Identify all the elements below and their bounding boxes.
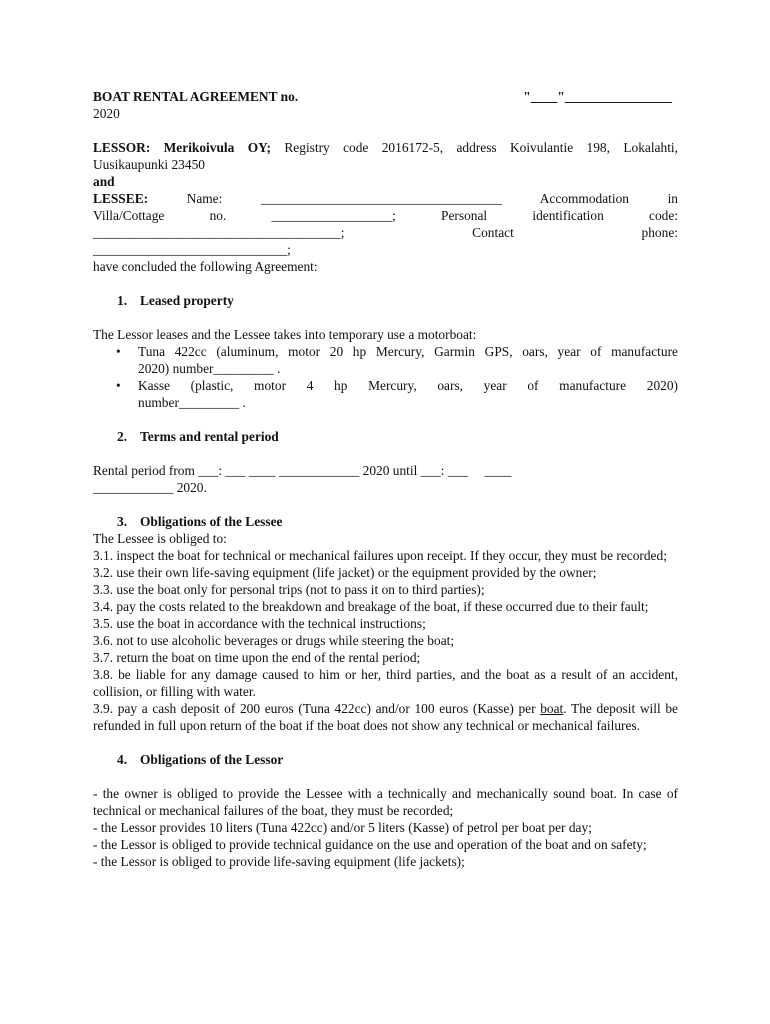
agreement-body: [93, 88, 678, 870]
lessee-obligation-1: 3.1. inspect the boat for technical or mechanical failures upon receipt. If they occur, they must be recorded;: [93, 548, 667, 563]
lessor-obligation-4: - the Lessor is obliged to provide life-saving equipment (life jackets);: [93, 854, 465, 869]
lessor-obligation-1: - the owner is obliged to provide the Lessee with a technically and mechanically sound boat. In case of technical or mechanical failures of the boat, they must be recorded;: [93, 786, 678, 818]
section-1-title: Leased property: [140, 293, 234, 308]
lessee-obligation-4: 3.4. pay the costs related to the breakdown and breakage of the boat, if these occurred due to their fault;: [93, 599, 649, 614]
boat-1-line2: 2020) number_________ .: [138, 361, 281, 376]
lessor-name: Merikoivula OY;: [163, 140, 272, 155]
section-3-intro: The Lessee is obliged to:: [93, 531, 227, 546]
list-item: [93, 343, 678, 377]
deposit-text: 3.9. pay a cash deposit of 200 euros (Tuna 422cc) and/or 100 euros (Kasse) per: [93, 701, 541, 716]
lessor-obligation-3: - the Lessor is obliged to provide technical guidance on the use and operation of the boat and on safety;: [93, 837, 647, 852]
lessor-obligation-2: - the Lessor provides 10 liters (Tuna 422cc) and/or 5 liters (Kasse) of petrol per boat per day;: [93, 820, 592, 835]
rental-period-line2: ____________ 2020.: [93, 480, 207, 495]
boat-2-line2: number_________ .: [138, 395, 246, 410]
section-1-number: 1.: [117, 293, 128, 308]
section-2-title: Terms and rental period: [140, 429, 279, 444]
section-4-number: 4.: [117, 752, 128, 767]
section-4-title: Obligations of the Lessor: [140, 752, 284, 767]
section-3-number: 3.: [117, 514, 128, 529]
lessor-label: LESSOR:: [93, 140, 151, 155]
agreement-year: 2020: [93, 106, 120, 121]
agreement-title: BOAT RENTAL AGREEMENT no.: [93, 89, 299, 104]
date-blank: "____"________________: [523, 89, 672, 104]
lessee-obligation-3: 3.3. use the boat only for personal trips (not to pass it on to third parties);: [93, 582, 485, 597]
rental-period-line1: Rental period from ___: ___ ____ ____________ 2020 until ___: ___ ____: [93, 463, 512, 478]
lessor-details: Registry code 2016172-5, address Koivulantie 198, Lokalahti,: [284, 140, 678, 155]
lessee-line1: [93, 190, 678, 207]
section-1-intro: The Lessor leases and the Lessee takes into temporary use a motorboat:: [93, 327, 477, 342]
section-2-number: 2.: [117, 429, 128, 444]
section-4-heading: [93, 751, 678, 768]
and-label: and: [93, 174, 115, 189]
lessor-details-line2: Uusikaupunki 23450: [93, 157, 205, 172]
lessee-line3: _____________________________________; Contact phone:: [93, 225, 678, 240]
agreement-header: [93, 88, 678, 105]
lessee-obligation-7: 3.7. return the boat on time upon the end of the rental period;: [93, 650, 421, 665]
section-2-heading: [93, 428, 678, 445]
leased-boat-list: [93, 343, 678, 411]
concluded-text: have concluded the following Agreement:: [93, 259, 318, 274]
boat-1-line1: Tuna 422cc (aluminum, motor 20 hp Mercury, Garmin GPS, oars, year of manufacture: [138, 344, 678, 359]
lessor-line: [93, 139, 678, 156]
lessee-obligation-2: 3.2. use their own life-saving equipment (life jacket) or the equipment provided by the owner;: [93, 565, 597, 580]
list-item: [93, 377, 678, 411]
section-1-heading: [93, 292, 678, 309]
section-3-heading: [93, 513, 678, 530]
lessee-obligation-6: 3.6. not to use alcoholic beverages or drugs while steering the boat;: [93, 633, 455, 648]
lessee-line4: _____________________________;: [93, 242, 291, 257]
lessee-obligation-8: 3.8. be liable for any damage caused to him or her, third parties, and the boat as a result of an accident, collision, or filling with water.: [93, 667, 678, 699]
boat-underlined: boat: [540, 701, 564, 716]
section-3-title: Obligations of the Lessee: [140, 514, 283, 529]
deposit-text-end: . The deposit will be refunded in full upon return of the boat if the boat does not show any technical or mechanical failures.: [93, 701, 678, 733]
lessee-obligation-9: [93, 700, 678, 734]
bullet-icon: •: [116, 344, 121, 359]
boat-2-line1: Kasse (plastic, motor 4 hp Mercury, oars, year of manufacture 2020): [138, 378, 678, 393]
lessee-name-field: Name: ____________________________________ Accommodation in: [186, 191, 678, 206]
bullet-icon: •: [116, 378, 121, 393]
lessee-obligation-5: 3.5. use the boat in accordance with the technical instructions;: [93, 616, 426, 631]
lessee-line2: Villa/Cottage no. __________________; Personal identification code:: [93, 208, 678, 223]
lessee-label: LESSEE:: [93, 191, 149, 206]
